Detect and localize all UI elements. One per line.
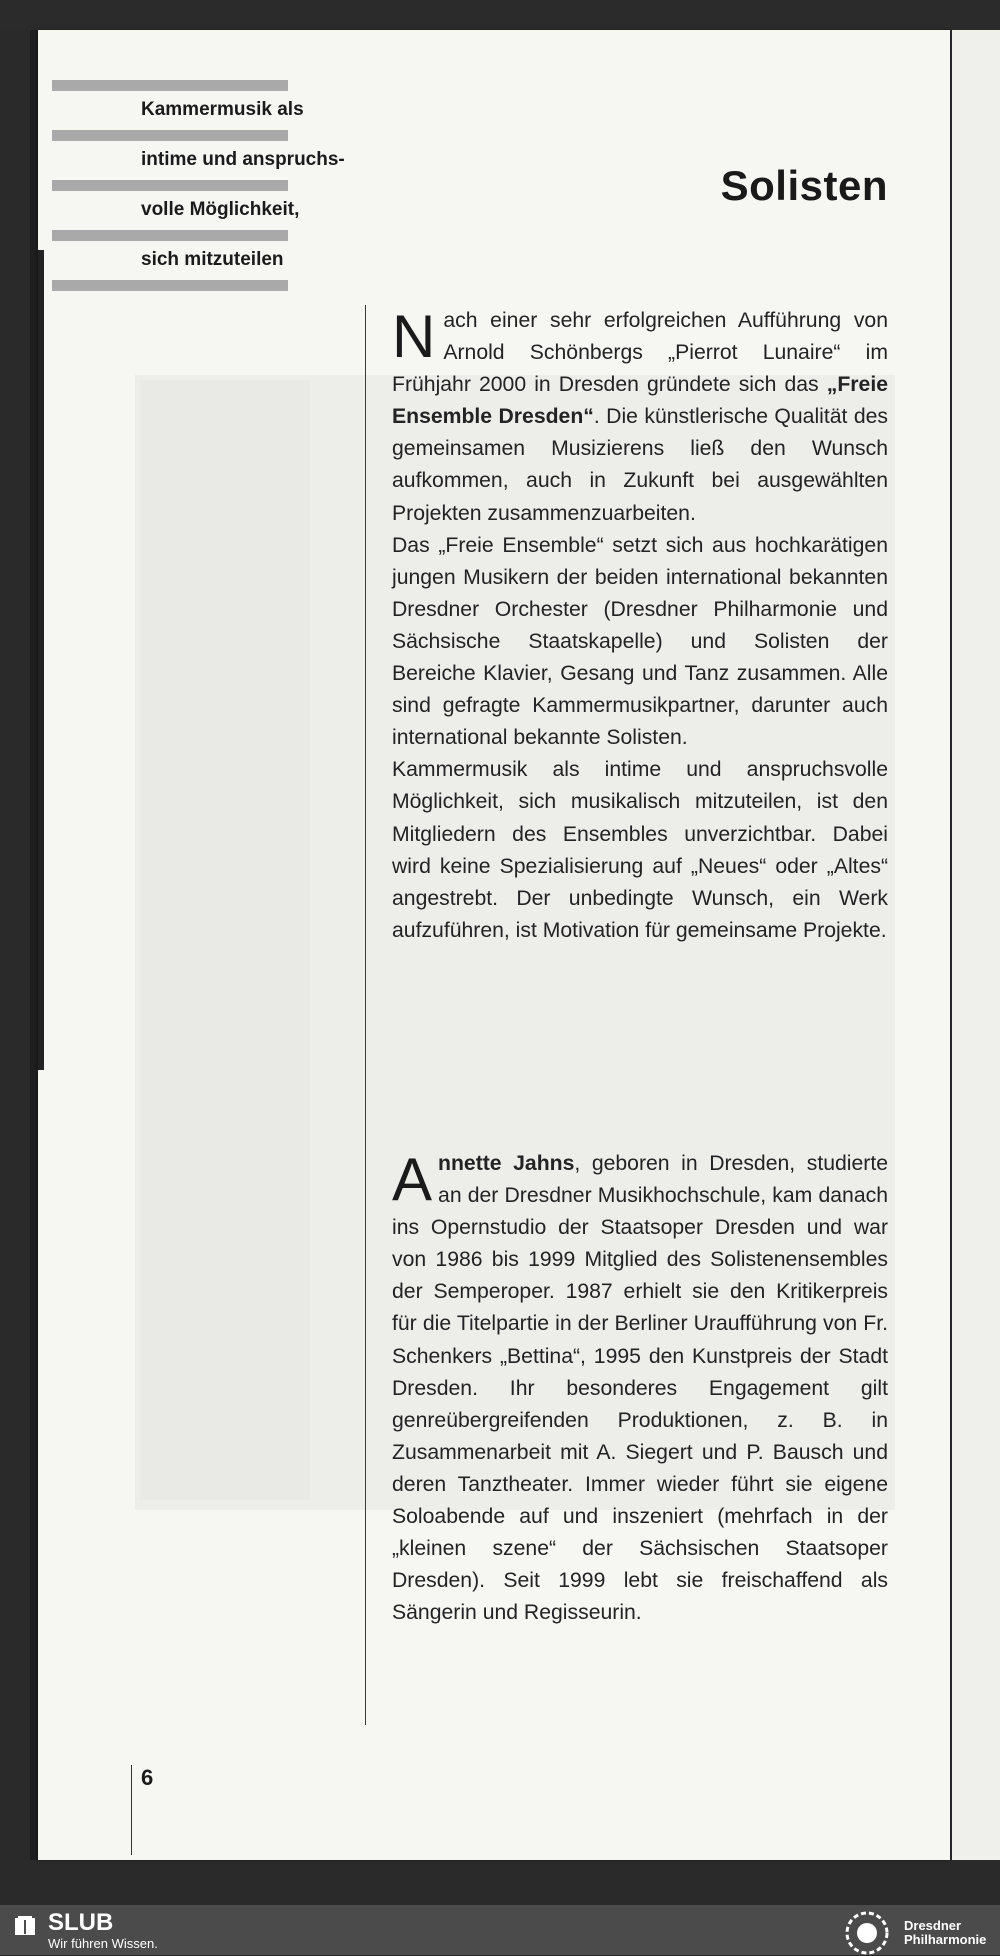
- paragraph: [392, 1148, 888, 1629]
- sidebar-stripe: [52, 180, 288, 191]
- page-number-rule: [131, 1765, 132, 1855]
- page-title: Solisten: [720, 162, 888, 209]
- partner-name-line: Dresdner: [904, 1918, 962, 1933]
- paragraph: Kammermusik als intime und anspruchsvolle Möglichkeit, sich musikalisch mitzuteilen, ist den Mitgliedern des Ensembles unverzichtbar. Dabei wird keine Spezialisierung auf „Neues“ oder „Altes“ angestrebt. Der unbedingte Wunsch, ein Werk aufzuführen, ist Motivation für gemeinsame Projekte.: [392, 758, 888, 942]
- slub-logo-icon: [14, 1915, 36, 1937]
- column-divider: [365, 305, 366, 1725]
- partner-name: [904, 1919, 986, 1947]
- paragraph: Das „Freie Ensemble“ setzt sich aus hochkarätigen jungen Musikern der beiden international bekannten Dresdner Orchester (Dresdner Philharmonie und Sächsische Staatskapelle) und Solisten der Bereiche Klavier, Gesang und Tanz zusammen. Alle sind gefragte Kammermusikpartner, darunter auch international bekannte Solisten.: [392, 533, 888, 750]
- ensemble-name: „Freie Ensemble Dresden“: [392, 373, 888, 429]
- sidebar-line: sich mitzuteilen: [141, 249, 284, 270]
- sidebar-stripe: [52, 80, 288, 91]
- dresdner-philharmonie-logo-icon: [844, 1910, 890, 1956]
- paragraph-text: , geboren in Dresden, studierte an der Dresdner Musikhochschule, kam danach ins Opernstudio der Staatsoper Dresden und war von 1986 bis 1999 Mitglied des Solistenensembles der Semperoper. 1987 erhielt sie den Kritikerpreis für die Titelpartie in der Berliner Uraufführung von Fr. Schenkers „Bettina“, 1995 den Kunstpreis der Stadt Dresden. Ihr besonderes Engagement gilt genreübergreifenden Produktionen, z. B. in Zusammenarbeit mit A. Siegert und P. Bausch und deren Tanztheater. Immer wieder führt sie eigene Soloabende auf und inszeniert (mehrfach in der „kleinen szene“ der Sächsischen Staatsoper Dresden). Seit 1999 lebt sie freischaffend als Sängerin und Regisseurin.: [392, 1152, 888, 1625]
- paragraph: [392, 305, 888, 530]
- drop-cap: A: [392, 1146, 433, 1213]
- sidebar-stripe: [52, 230, 288, 241]
- sidebar-line: volle Möglichkeit,: [141, 199, 300, 220]
- ensemble-section: [392, 305, 888, 947]
- scan-left-border: [30, 30, 38, 1860]
- show-through-photo-detail: [140, 380, 310, 1500]
- binding-edge: [38, 250, 44, 1070]
- soloist-section: [392, 1148, 888, 1629]
- sidebar-line: Kammermusik als: [141, 99, 304, 120]
- scan-top-border: [0, 0, 1000, 30]
- page-number: 6: [141, 1765, 154, 1790]
- slub-tagline: Wir führen Wissen.: [48, 1936, 158, 1951]
- paragraph-text: . Die künstlerische Qualität des gemeinsamen Musizierens ließ den Wunsch aufkommen, auch in Zukunft bei ausgewählten Projekten zusammenzuarbeiten.: [392, 405, 888, 525]
- paragraph-text: ach einer sehr erfolgreichen Aufführung von Arnold Schönbergs „Pierrot Lunaire“ im Frühjahr 2000 in Dresden gründete sich das: [392, 309, 888, 397]
- sidebar-stripe: [52, 280, 288, 291]
- partner-name-line: Philharmonie: [904, 1932, 987, 1947]
- adjacent-page-edge: [952, 30, 1000, 1860]
- sidebar-line: intime und anspruchs-: [141, 149, 345, 170]
- slub-name: SLUB: [48, 1909, 114, 1936]
- soloist-name: nnette Jahns: [438, 1152, 575, 1175]
- drop-cap: N: [392, 303, 436, 370]
- sidebar-stripe: [52, 130, 288, 141]
- footer-bar: [0, 1905, 1000, 1955]
